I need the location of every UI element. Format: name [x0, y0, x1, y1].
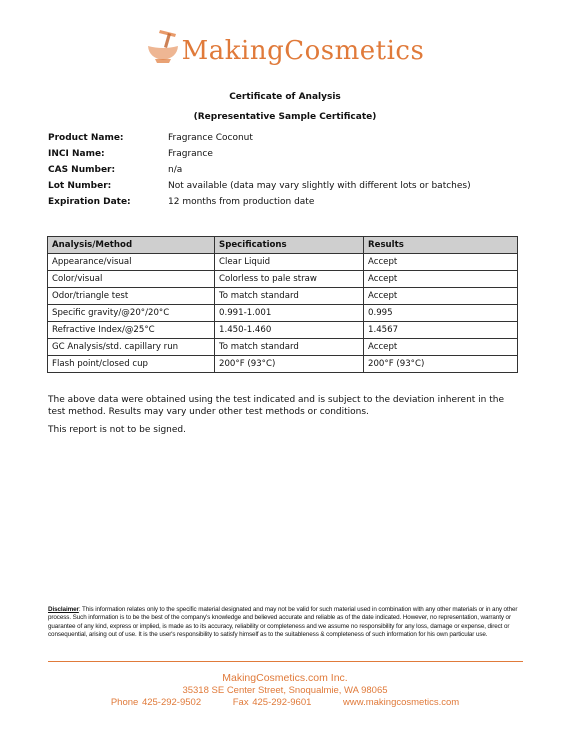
- header-analysis-method: Analysis/Method: [48, 237, 215, 254]
- expiration-date-row: [48, 194, 471, 210]
- expiration-date-label: Expiration Date:: [48, 197, 131, 207]
- footer-company: MakingCosmetics.com Inc.: [222, 672, 348, 684]
- disclaimer: [48, 606, 523, 639]
- cell-specification: To match standard: [215, 288, 364, 305]
- footer-website-link[interactable]: www.makingcosmetics.com: [343, 697, 460, 708]
- header-specifications: Specifications: [215, 237, 364, 254]
- footer-divider: [48, 661, 523, 662]
- cas-number-row: [48, 162, 471, 178]
- cell-analysis: Color/visual: [48, 271, 215, 288]
- product-info: [48, 130, 471, 210]
- cell-specification: 1.450-1.460: [215, 322, 364, 339]
- inci-name-value: Fragrance: [168, 149, 213, 159]
- cell-result: 0.995: [364, 305, 518, 322]
- cas-number-value: n/a: [168, 165, 183, 175]
- footer-address: 35318 SE Center Street, Snoqualmie, WA 98065: [182, 685, 388, 696]
- disclaimer-label: Disclaimer: [48, 606, 79, 613]
- cell-analysis: Specific gravity/@20°/20°C: [48, 305, 215, 322]
- cell-result: Accept: [364, 254, 518, 271]
- cell-specification: 200°F (93°C): [215, 356, 364, 373]
- lot-number-value: Not available (data may vary slightly with different lots or batches): [168, 181, 471, 191]
- table-row: [48, 356, 518, 373]
- table-header-row: [48, 237, 518, 254]
- cell-analysis: GC Analysis/std. capillary run: [48, 339, 215, 356]
- cell-result: Accept: [364, 271, 518, 288]
- table-row: [48, 254, 518, 271]
- cas-number-label: CAS Number:: [48, 165, 116, 175]
- table-row: [48, 339, 518, 356]
- table-row: [48, 288, 518, 305]
- inci-name-row: [48, 146, 471, 162]
- lot-number-row: [48, 178, 471, 194]
- table-row: [48, 271, 518, 288]
- footer-phone: Phone 425-292-9502: [110, 697, 202, 708]
- header-results: Results: [364, 237, 518, 254]
- cell-specification: Colorless to pale straw: [215, 271, 364, 288]
- expiration-date-value: 12 months from production date: [168, 197, 315, 207]
- analysis-table: [47, 236, 518, 373]
- lot-number-label: Lot Number:: [48, 181, 112, 191]
- certificate-title: Certificate of Analysis: [229, 92, 341, 102]
- disclaimer-text: : This information relates only to the specific material designated and may not be valid for such material used in combination with any other materials or in any other process. Such information is to be the best of the company's knowledge and believed accurate and reliable as of the date indicated. However, no representation, warranty or guarantee of any kind, express or implied, is made as to its accuracy, reliability or completeness and we assume no responsibility for any loss, damage or expense, direct or consequential, arising out of use. It is the user's responsibility to satisfy himself as to the suitableness & completeness of such information for his own particular use.: [48, 606, 518, 638]
- mortar-pestle-icon: [146, 28, 180, 64]
- cell-result: Accept: [364, 288, 518, 305]
- signature-note-paragraph: This report is not to be signed.: [48, 425, 186, 435]
- cell-specification: To match standard: [215, 339, 364, 356]
- table-row: [48, 322, 518, 339]
- footer-contacts: [0, 697, 570, 708]
- cell-analysis: Refractive Index/@25°C: [48, 322, 215, 339]
- cell-specification: Clear Liquid: [215, 254, 364, 271]
- product-name-row: [48, 130, 471, 146]
- cell-analysis: Odor/triangle test: [48, 288, 215, 305]
- cell-specification: 0.991-1.001: [215, 305, 364, 322]
- certificate-subtitle: (Representative Sample Certificate): [193, 112, 377, 122]
- cell-result: 1.4567: [364, 322, 518, 339]
- logo: [0, 28, 570, 68]
- table-row: [48, 305, 518, 322]
- inci-name-label: INCI Name:: [48, 149, 105, 159]
- cell-result: Accept: [364, 339, 518, 356]
- cell-analysis: Flash point/closed cup: [48, 356, 215, 373]
- product-name-label: Product Name:: [48, 133, 124, 143]
- cell-result: 200°F (93°C): [364, 356, 518, 373]
- logo-text: MakingCosmetics: [181, 36, 425, 66]
- test-note-paragraph: The above data were obtained using the test indicated and is subject to the deviation inherent in the test method. Results may vary under other test methods or conditions.: [48, 395, 504, 417]
- cell-analysis: Appearance/visual: [48, 254, 215, 271]
- product-name-value: Fragrance Coconut: [168, 133, 253, 143]
- footer-fax: Fax 425-292-9601: [232, 697, 312, 708]
